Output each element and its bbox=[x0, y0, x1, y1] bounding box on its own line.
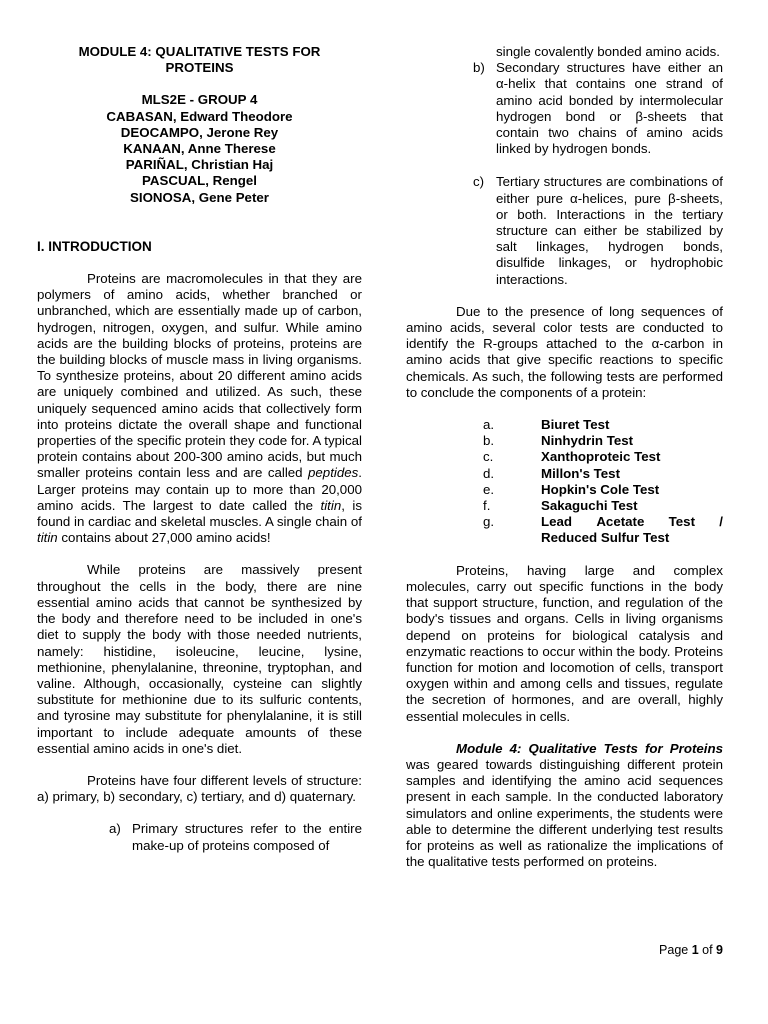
intro-paragraph-4: Due to the presence of long sequences of amino acids, several color tests are conducted to identify the R-groups attached to the α-carbon in amino acids that give specific reactions to specific chemicals. As such, the following tests are performed to conclude the components of a protein: bbox=[406, 303, 723, 400]
right-column bbox=[406, 44, 723, 870]
title-line-2: PROTEINS bbox=[165, 60, 234, 76]
list-item: b. Ninhydrin Test bbox=[483, 433, 634, 449]
author: KANAAN, Anne Therese bbox=[123, 141, 276, 157]
list-item: c. Xanthoproteic Test bbox=[483, 449, 661, 465]
left-column bbox=[37, 44, 362, 854]
test-list bbox=[483, 417, 723, 547]
intro-paragraph-3: Proteins have four different levels of structure: a) primary, b) secondary, c) tertiary, and d) quaternary. bbox=[37, 772, 362, 805]
structure-list-continued bbox=[473, 44, 723, 288]
intro-paragraph-6: Module 4: Qualitative Tests for Proteins was geared towards distinguishing different protein samples and identifying the amino acid sequences present in each sample. In the conducted laboratory simulators and online experiments, the students were able to determine the different underlying test results for proteins as well as rationalize the implications of the qualitative tests performed on proteins. bbox=[406, 740, 723, 870]
author-block bbox=[37, 92, 362, 205]
intro-paragraph-5: Proteins, having large and complex molecules, carry out specific functions in the body that support structure, function, and regulation of the body's tissues and organs. Cells in living organisms depend on proteins for biological catalysis and enzymatic reactions to occur within the body. Proteins function for motion and locomotion of cells, transport oxygen within and among cells and tissues, regulate the secretion of hormones, and are overall, highly essential molecules in cells. bbox=[406, 562, 723, 724]
list-item: b) Secondary structures have either an α-helix that contains one strand of amino acid bonded by intermolecular hydrogen bond or β-sheets that contain two chains of amino acids linked by hydrogen bonds. bbox=[473, 60, 723, 157]
author: SIONOSA, Gene Peter bbox=[130, 189, 269, 205]
list-item: f. Sakaguchi Test bbox=[483, 498, 638, 514]
author: PASCUAL, Rengel bbox=[141, 173, 257, 189]
intro-paragraph-1: Proteins are macromolecules in that they are polymers of amino acids, whether branched or unbranched, which are essentially made up of carbon, hydrogen, nitrogen, oxygen, and sulfur. While amino acids are the building blocks of proteins, proteins are the building blocks of muscle mass in living organisms. To synthesize proteins, about 20 different amino acids are uniquely combined and utilized. As such, these uniquely sequenced amino acids that collectively form into proteins dictate the overall shape and functional properties of the specific protein they code for. A typical protein contains about 200-300 amino acids, but much smaller proteins contain less and are called peptides. Larger proteins may contain up to more than 20,000 amino acids. The largest to date called the titin, is found in cardiac and skeletal muscles. A single chain of titin contains about 27,000 amino acids! bbox=[37, 271, 362, 546]
author: PARIÑAL, Christian Haj bbox=[125, 157, 274, 173]
group-label: MLS2E - GROUP 4 bbox=[141, 92, 258, 108]
page-number: Page 1 of 9 bbox=[659, 943, 723, 957]
list-item-continued: Reduced Sulfur Test bbox=[541, 530, 670, 546]
structure-list bbox=[109, 821, 362, 853]
list-item: e. Hopkin's Cole Test bbox=[483, 481, 660, 497]
intro-paragraph-2: While proteins are massively present throughout the cells in the body, there are nine essential amino acids that cannot be synthesized by the body and therefore need to be included in one's diet to supply the body with those needed nutrients, namely: histidine, isoleucine, leucine, lysine, methionine, phenylalanine, threonine, tryptophan, and valine. Although, occasionally, cysteine can slightly substitute for methionine due to its sulfuric contents, and tyrosine may substitute for phenylalanine, it is still important to include adequate amounts of these essential amino acids in one's diet. bbox=[37, 562, 362, 756]
list-item: a. Biuret Test bbox=[483, 417, 610, 433]
title-line-1: MODULE 4: QUALITATIVE TESTS FOR bbox=[78, 44, 321, 59]
list-item: c) Tertiary structures are combinations of either pure α-helices, pure β-sheets, or both. Interactions in the tertiary structure can either be stabilized by salt linkages, hydrogen bonds, disulfide linkages, or hydrophobic interactions. bbox=[473, 174, 723, 287]
list-item: d. Millon's Test bbox=[483, 465, 621, 481]
section-heading-introduction: I. INTRODUCTION bbox=[37, 238, 152, 254]
doc-title bbox=[37, 44, 362, 76]
author: DEOCAMPO, Jerone Rey bbox=[120, 124, 279, 140]
list-item: a) Primary structures refer to the entire make-up of proteins composed of bbox=[109, 821, 362, 853]
list-item: single covalently bonded amino acids. bbox=[496, 44, 720, 59]
author: CABASAN, Edward Theodore bbox=[106, 108, 293, 124]
list-item: g. Lead Acetate Test / bbox=[483, 514, 723, 530]
